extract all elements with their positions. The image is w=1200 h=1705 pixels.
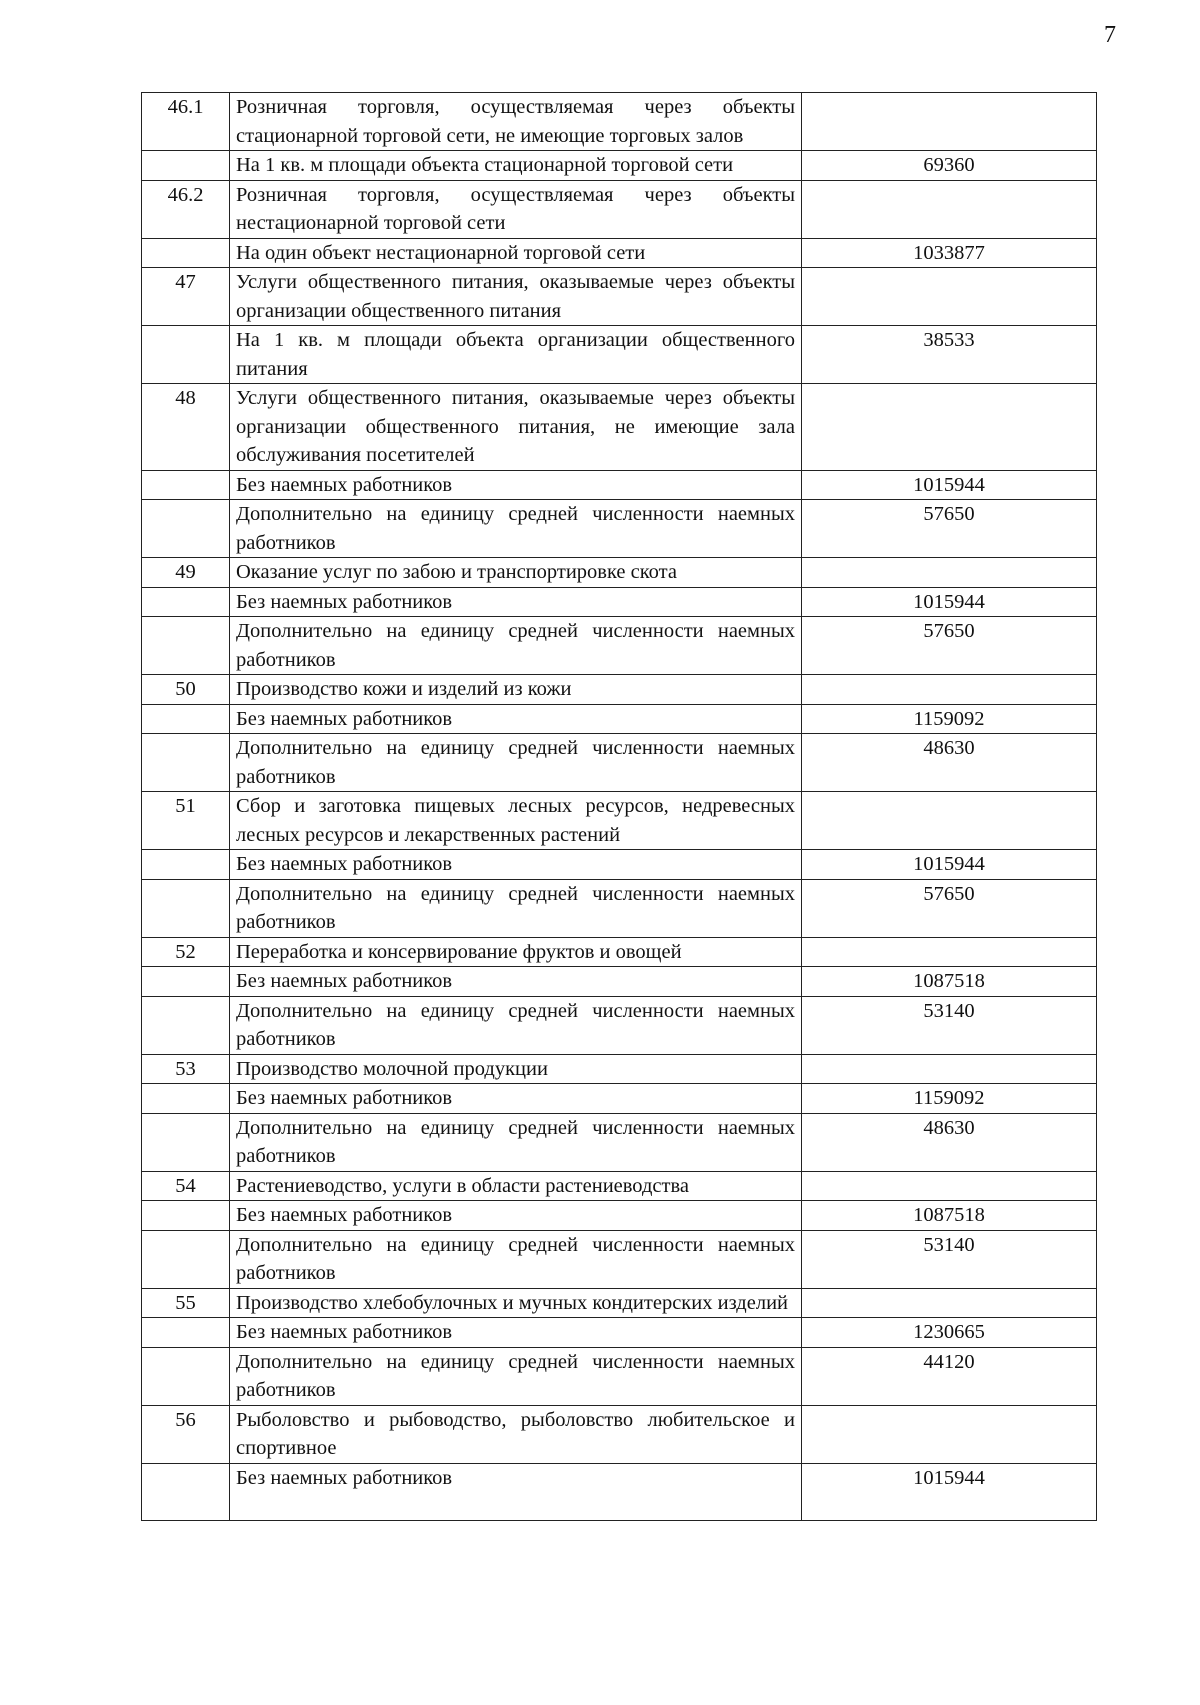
row-number [142,1347,230,1405]
row-number [142,238,230,268]
row-number: 46.2 [142,180,230,238]
row-number [142,734,230,792]
row-description: Дополнительно на единицу средней численности наемных работников [230,879,802,937]
row-description: Производство хлебобулочных и мучных кондитерских изделий [230,1288,802,1318]
table-row [142,617,1097,675]
row-number [142,704,230,734]
table-row [142,1201,1097,1231]
table-row [142,587,1097,617]
row-number: 56 [142,1405,230,1463]
row-description: Дополнительно на единицу средней численности наемных работников [230,617,802,675]
table-row [142,734,1097,792]
row-number [142,1318,230,1348]
row-value [802,384,1097,471]
row-description: Производство молочной продукции [230,1054,802,1084]
table-row [142,1405,1097,1463]
table-row [142,500,1097,558]
row-value: 48630 [802,1113,1097,1171]
row-description: Рыболовство и рыбоводство, рыболовство любительское и спортивное [230,1405,802,1463]
row-number [142,850,230,880]
row-value: 1087518 [802,1201,1097,1231]
row-description: Без наемных работников [230,850,802,880]
table-row [142,1347,1097,1405]
table-row [142,675,1097,705]
row-value: 1033877 [802,238,1097,268]
row-value [802,1405,1097,1463]
row-description: Дополнительно на единицу средней численности наемных работников [230,500,802,558]
table-row [142,1318,1097,1348]
row-value: 1015944 [802,587,1097,617]
table-row [142,1084,1097,1114]
page-number: 7 [1104,22,1116,48]
row-number: 54 [142,1171,230,1201]
row-value: 1159092 [802,704,1097,734]
row-value: 57650 [802,500,1097,558]
row-description: Розничная торговля, осуществляемая через объекты стационарной торговой сети, не имеющие торговых залов [230,93,802,151]
table-row [142,1113,1097,1171]
table-row [142,1463,1097,1520]
row-value: 1230665 [802,1318,1097,1348]
table-row [142,470,1097,500]
row-description: Без наемных работников [230,1318,802,1348]
row-value [802,1054,1097,1084]
row-value: 1015944 [802,850,1097,880]
row-value [802,1171,1097,1201]
row-description: Без наемных работников [230,704,802,734]
row-number [142,1084,230,1114]
row-description: Сбор и заготовка пищевых лесных ресурсов, недревесных лесных ресурсов и лекарственных растений [230,792,802,850]
row-number [142,967,230,997]
row-description: Растениеводство, услуги в области растениеводства [230,1171,802,1201]
table-row [142,180,1097,238]
row-number: 47 [142,268,230,326]
row-description: Дополнительно на единицу средней численности наемных работников [230,1347,802,1405]
row-number [142,1463,230,1520]
row-value: 44120 [802,1347,1097,1405]
table-row [142,1171,1097,1201]
row-value [802,93,1097,151]
table-row [142,268,1097,326]
row-description: Без наемных работников [230,1201,802,1231]
row-number: 48 [142,384,230,471]
row-number [142,1113,230,1171]
row-number: 55 [142,1288,230,1318]
row-number: 51 [142,792,230,850]
row-description: Без наемных работников [230,587,802,617]
row-value: 57650 [802,879,1097,937]
table-row [142,850,1097,880]
row-number: 53 [142,1054,230,1084]
row-number [142,587,230,617]
table-row [142,93,1097,151]
row-description: Без наемных работников [230,1463,802,1520]
row-number [142,617,230,675]
table-row [142,1288,1097,1318]
row-value: 48630 [802,734,1097,792]
row-value [802,558,1097,588]
row-description: Розничная торговля, осуществляемая через объекты нестационарной торговой сети [230,180,802,238]
table-row [142,879,1097,937]
row-number [142,996,230,1054]
row-description: Без наемных работников [230,967,802,997]
row-number [142,326,230,384]
row-description: Услуги общественного питания, оказываемые через объекты организации общественного питания [230,268,802,326]
table-row [142,967,1097,997]
row-value [802,937,1097,967]
table-row [142,1054,1097,1084]
row-description: Оказание услуг по забою и транспортировке скота [230,558,802,588]
row-value: 38533 [802,326,1097,384]
row-number: 50 [142,675,230,705]
row-description: Без наемных работников [230,470,802,500]
tax-rate-table [141,92,1097,1521]
row-description: Дополнительно на единицу средней численности наемных работников [230,996,802,1054]
row-description: Дополнительно на единицу средней численности наемных работников [230,734,802,792]
row-number [142,151,230,181]
row-description: Дополнительно на единицу средней численности наемных работников [230,1113,802,1171]
table-row [142,1230,1097,1288]
row-number: 49 [142,558,230,588]
row-value [802,180,1097,238]
row-number [142,879,230,937]
row-description: Дополнительно на единицу средней численности наемных работников [230,1230,802,1288]
row-number: 52 [142,937,230,967]
row-number [142,1201,230,1231]
row-number [142,1230,230,1288]
row-number: 46.1 [142,93,230,151]
table-row [142,937,1097,967]
row-value [802,675,1097,705]
table-row [142,704,1097,734]
row-value: 69360 [802,151,1097,181]
row-value: 57650 [802,617,1097,675]
row-value: 53140 [802,996,1097,1054]
row-value [802,268,1097,326]
row-value: 1015944 [802,470,1097,500]
row-description: Услуги общественного питания, оказываемые через объекты организации общественного питания, не имеющие зала обслуживания посетителей [230,384,802,471]
table-row [142,384,1097,471]
row-description: На один объект нестационарной торговой сети [230,238,802,268]
table-row [142,326,1097,384]
row-value [802,792,1097,850]
row-number [142,470,230,500]
table-row [142,151,1097,181]
table-row [142,238,1097,268]
row-value: 53140 [802,1230,1097,1288]
row-description: Производство кожи и изделий из кожи [230,675,802,705]
row-value: 1159092 [802,1084,1097,1114]
row-description: На 1 кв. м площади объекта организации общественного питания [230,326,802,384]
row-value [802,1288,1097,1318]
row-value: 1015944 [802,1463,1097,1520]
row-description: На 1 кв. м площади объекта стационарной торговой сети [230,151,802,181]
row-value: 1087518 [802,967,1097,997]
table-row [142,558,1097,588]
row-description: Без наемных работников [230,1084,802,1114]
row-number [142,500,230,558]
row-description: Переработка и консервирование фруктов и овощей [230,937,802,967]
table-row [142,996,1097,1054]
table-row [142,792,1097,850]
